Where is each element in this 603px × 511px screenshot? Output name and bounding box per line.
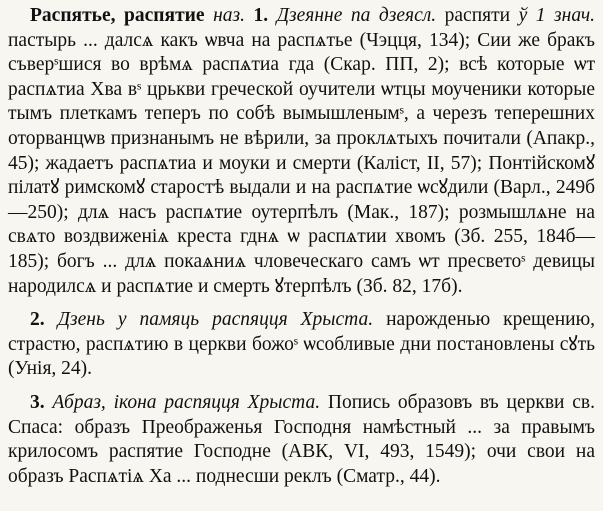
sense-number: 2. (30, 309, 45, 331)
sense-examples: Попись образовъ въ церкви св. Спаса: образъ Преображенья Господня намѣстный ... за правымъ крилосомъ распятие Господне (АВК, VI, 493, 1549); очи свои на образъ Распѧтіѧ Ха ... поднесши реклъ (Сматр., 44). (8, 391, 595, 487)
sense-number: 1. (253, 5, 269, 26)
sense-definition: Абраз, ікона распяцця Хрыста. (52, 391, 321, 413)
sense-reference-word: распяти (444, 5, 511, 26)
sense-definition: Дзень у памяць распяцця Хрыста. (57, 309, 374, 331)
sense-reference-meaning: ў 1 знач. (518, 5, 595, 26)
entry-headword: Распятье, распятие (30, 5, 205, 26)
entry-part-of-speech: наз. (213, 5, 245, 26)
sense-examples: нарожденью крещению, страстю, распѧтию в церкви божоˢ ѡсобливые дни постановлены сꙋть (Унія, 24). (8, 309, 596, 380)
dictionary-entry-sense-1 (8, 4, 595, 299)
sense-number: 3. (30, 391, 45, 413)
sense-definition: Дзеянне па дзеясл. (276, 5, 437, 26)
sense-examples: пастырь ... далсѧ какъ ѡвча на распѧтье (Чэцця, 134); Сии же бракъ съверˢшися во врѣмѧ распѧтиа гда (Скар. ПП, 2); всѣ которые ѡт распѧтиа Хва вˢ црькви греческой оучители ѡтцы моученики которые тымъ плеткамъ теперъ по собѣ вымышленымˢ, а черезъ теперешних оторванцѡв признанымъ не вѣрили, за проклѧтыхъ почитали (Апакр., 45); жадаетъ распѧтиа и моуки и смерти (Каліст, II, 57); Понтійскомꙋ пілатꙋ римскомꙋ старостѣ выдали и на распѧтие ѡсꙋдили (Варл., 249б—250); длѧ насъ распѧтие оутерпѣлъ (Мак., 187); розмышлѧне на свѧто воздвиженіѧ креста гднѧ ѡ распѧтии хвомъ (Зб. 255, 184б—185); богъ ... длѧ покаѧниѧ чловеческаго самъ ѡт пресветоˢ девицы народилсѧ и распѧтие и смерть ꙋтерпѣлъ (Зб. 82, 17б). (8, 29, 595, 297)
dictionary-entry-sense-3 (8, 391, 595, 489)
dictionary-entry-sense-2 (8, 308, 595, 382)
